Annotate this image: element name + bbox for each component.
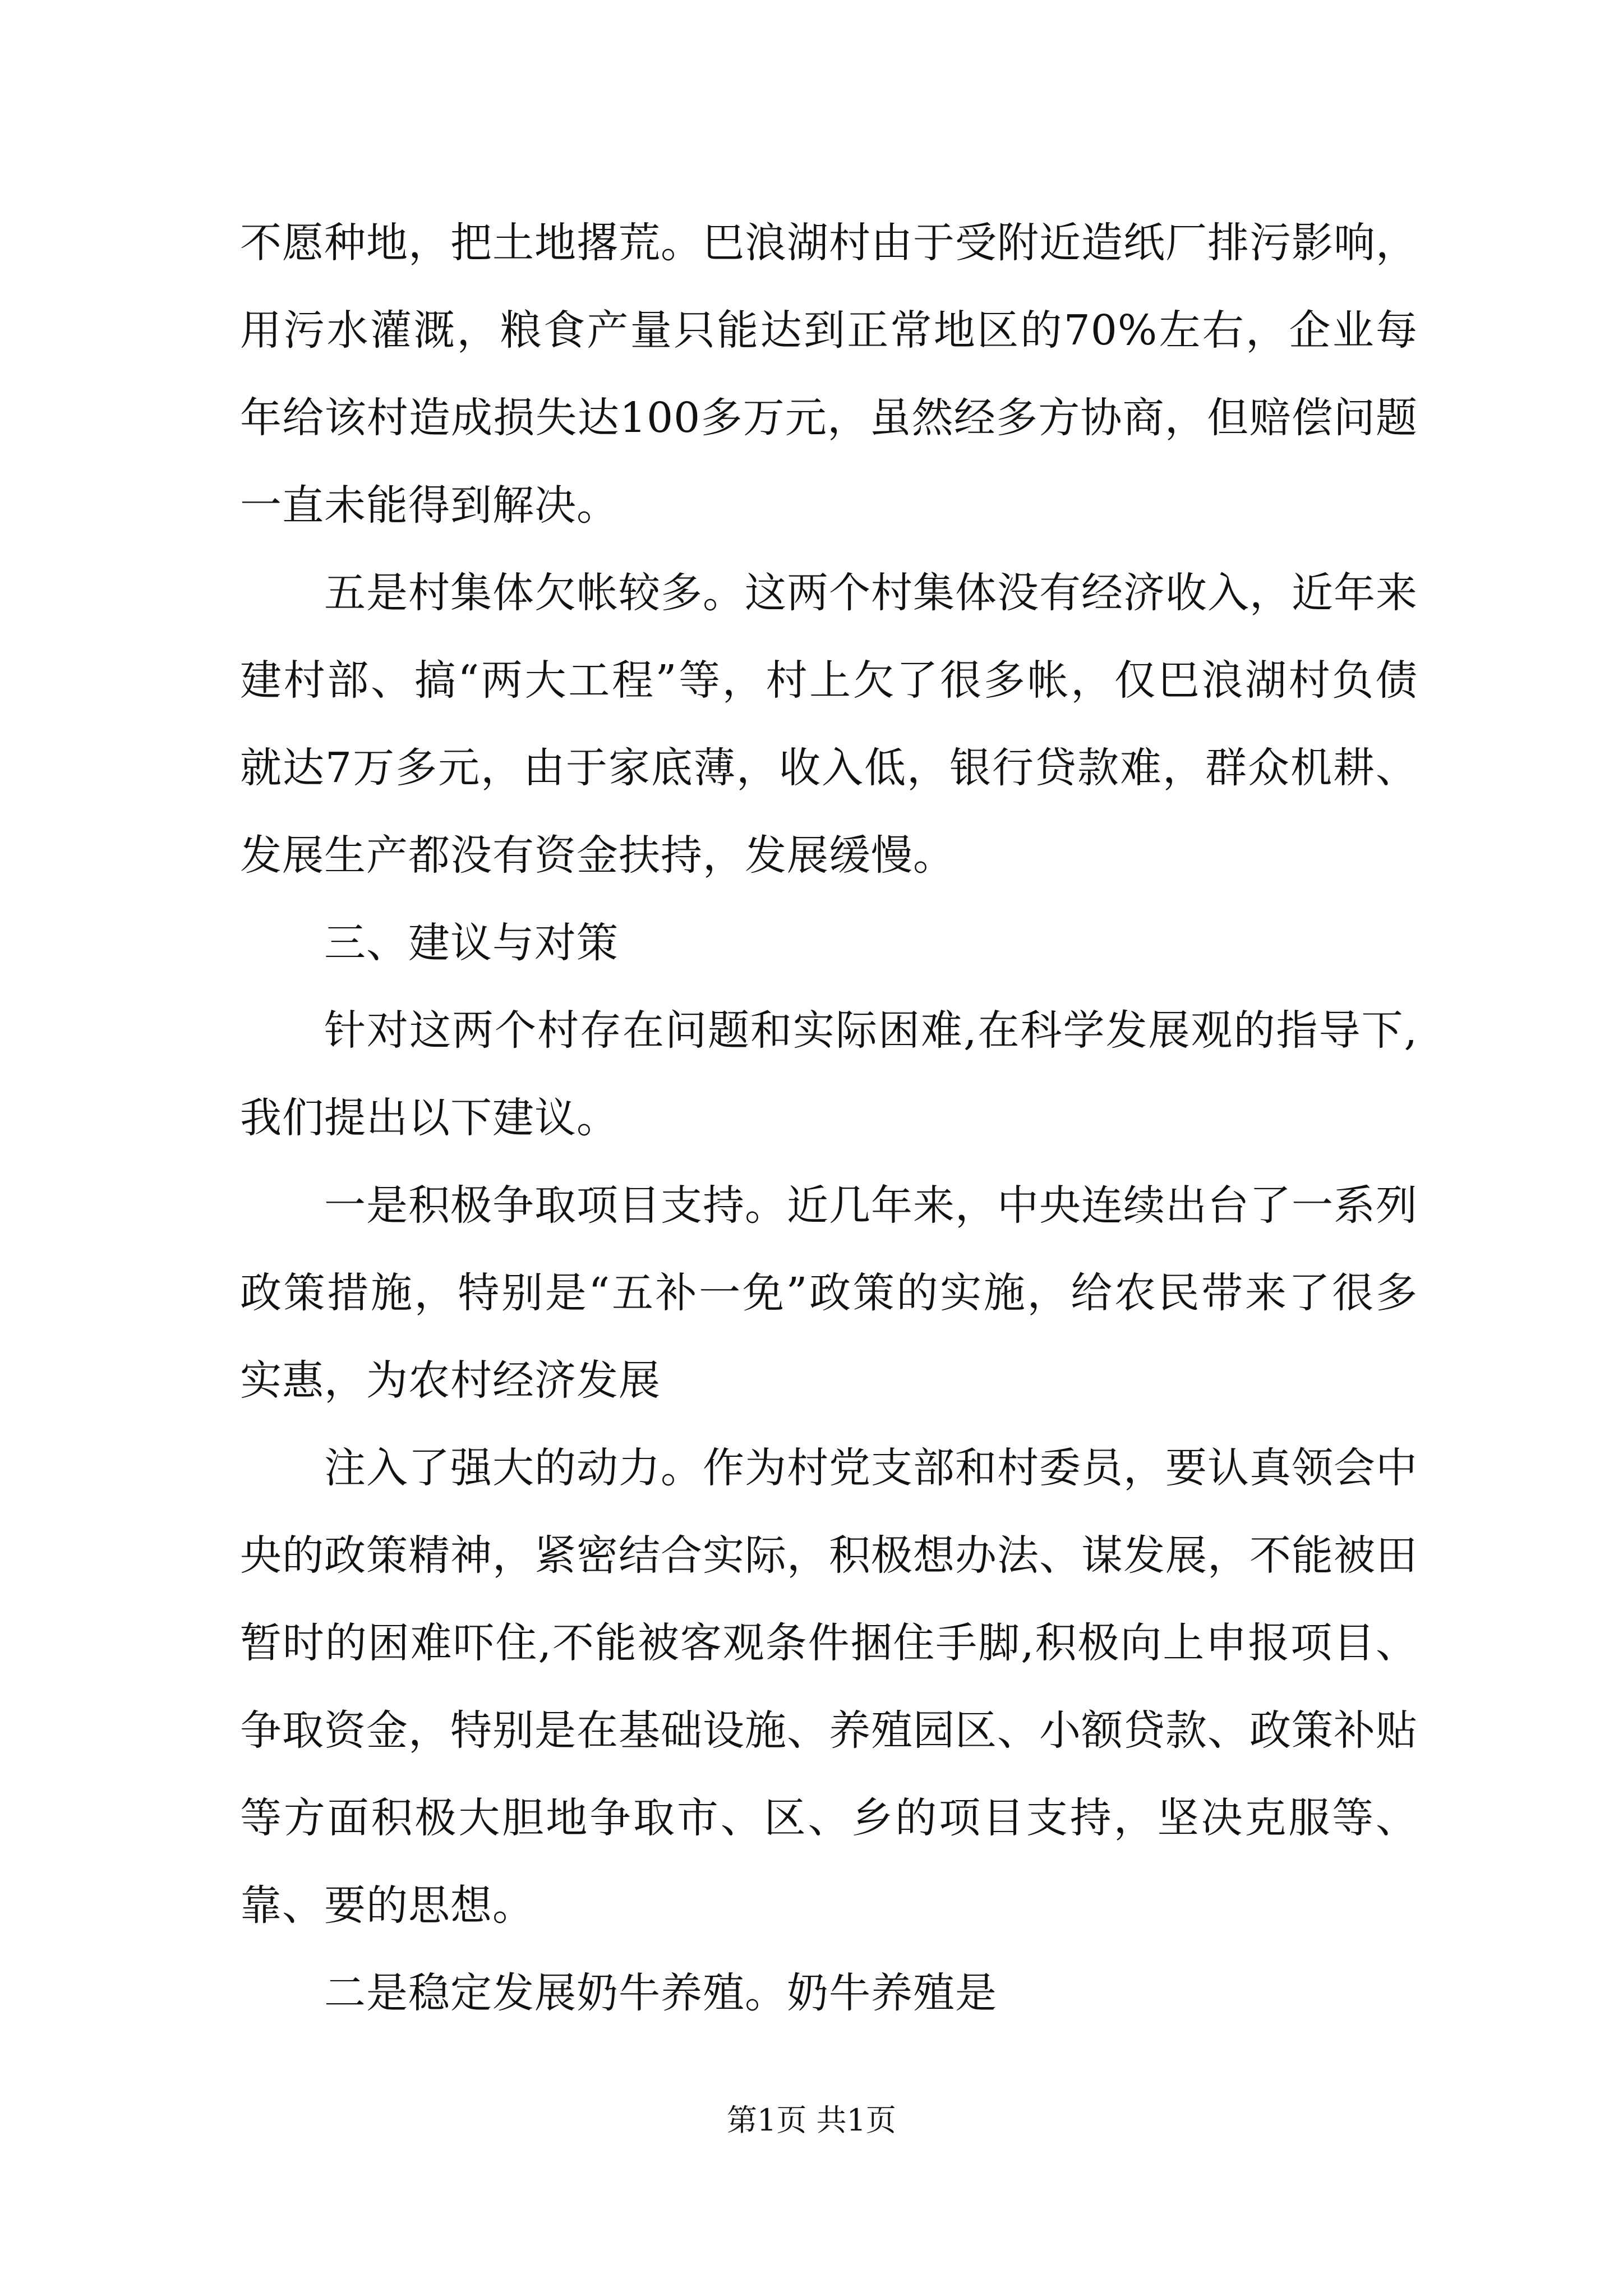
section-heading: 三、建议与对策 xyxy=(324,919,619,967)
paragraph-1: 不愿种地，把土地撂荒。巴浪湖村由于受附近造纸厂排污影响，用污水灌溉，粮食产量只能达到正常地区的70%左右，企业每年给该村造成损失达100多万元，虽然经多方协商，但赔偿问题一直未能得到解决。 xyxy=(240,219,1418,530)
paragraph-6: 二是稳定发展奶牛养殖。奶牛养殖是 xyxy=(324,1969,997,2017)
page-footer: 第1页 共1页 xyxy=(727,2102,896,2138)
paragraph-3: 针对这两个村存在问题和实际困难,在科学发展观的指导下,我们提出以下建议。 xyxy=(240,1006,1418,1142)
paragraph-5: 注入了强大的动力。作为村党支部和村委员，要认真领会中央的政策精神，紧密结合实际，积极想办法、谋发展，不能被田暂时的困难吓住,不能被客观条件捆住手脚,积极向上申报项目、争取资金，特别是在基础设施、养殖园区、小额贷款、政策补贴等方面积极大胆地争取市、区、乡的项目支持，坚决克服等、靠、要的思想。 xyxy=(240,1444,1418,1930)
document-body xyxy=(240,199,1418,2037)
paragraph-2: 五是村集体欠帐较多。这两个村集体没有经济收入，近年来建村部、搞“两大工程”等，村上欠了很多帐，仅巴浪湖村负债就达7万多元，由于家底薄，收入低，银行贷款难，群众机耕、发展生产都没有资金扶持，发展缓慢。 xyxy=(240,569,1418,880)
paragraph-4: 一是积极争取项目支持。近几年来，中央连续出台了一系列政策措施，特别是“五补一免”政策的实施，给农民带来了很多实惠，为农村经济发展 xyxy=(240,1181,1418,1405)
